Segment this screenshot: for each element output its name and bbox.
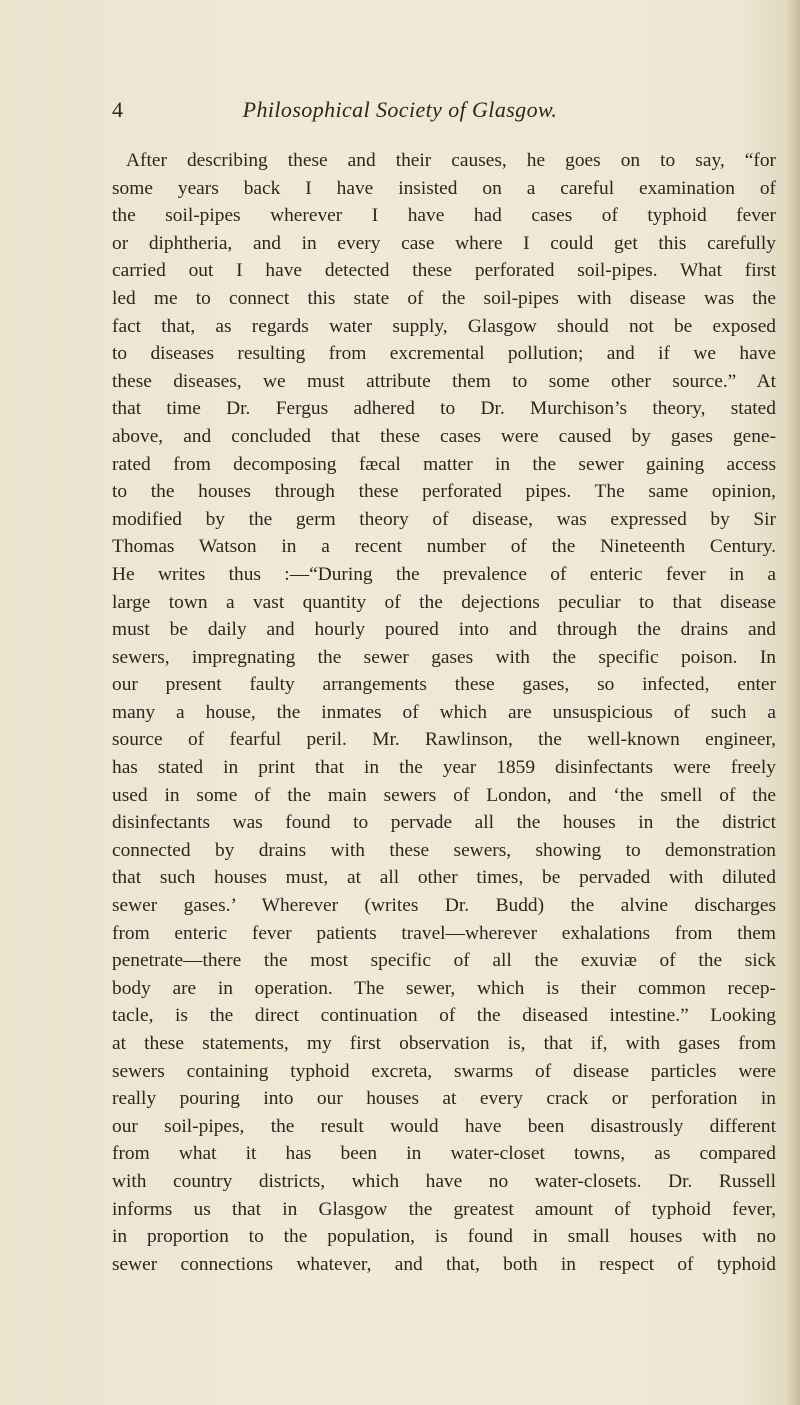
text-line: sewers containing typhoid excreta, swarms of disease particles were xyxy=(112,1060,776,1082)
text-line: with country districts, which have no water-closets. Dr. Russell xyxy=(112,1170,776,1192)
text-line: from enteric fever patients travel—wherever exhalations from them xyxy=(112,922,776,944)
text-line: Thomas Watson in a recent number of the Nineteenth Century. xyxy=(112,536,776,558)
text-line: source of fearful peril. Mr. Rawlinson, the well-known engineer, xyxy=(112,729,776,751)
text-line: fact that, as regards water supply, Glasgow should not be exposed xyxy=(112,315,776,337)
text-line: these diseases, we must attribute them to some other source.” At xyxy=(112,370,776,392)
text-line: in proportion to the population, is found in small houses with no xyxy=(112,1226,776,1248)
text-line: from what it has been in water-closet towns, as compared xyxy=(112,1143,776,1165)
text-line: above, and concluded that these cases were caused by gases gene- xyxy=(112,425,776,447)
text-line: connected by drains with these sewers, showing to demonstration xyxy=(112,839,776,861)
text-line: our present faulty arrangements these gases, so infected, enter xyxy=(112,674,776,696)
text-line: After describing these and their causes, he goes on to say, “for xyxy=(126,150,776,171)
text-line: has stated in print that in the year 1859 disinfectants were freely xyxy=(112,757,776,779)
text-line: or diphtheria, and in every case where I could get this carefully xyxy=(112,232,776,254)
body-paragraph xyxy=(112,147,776,1278)
text-line: led me to connect this state of the soil-pipes with disease was the xyxy=(112,287,776,309)
text-line: large town a vast quantity of the dejections peculiar to that disease xyxy=(112,591,776,613)
text-line: that such houses must, at all other times, be pervaded with diluted xyxy=(112,867,776,889)
page-edge-shadow xyxy=(786,0,800,1405)
text-line: He writes thus :—“During the prevalence of enteric fever in a xyxy=(112,563,776,585)
text-line: sewer gases.’ Wherever (writes Dr. Budd) the alvine discharges xyxy=(112,895,776,917)
text-line: body are in operation. The sewer, which is their common recep- xyxy=(112,977,776,999)
text-line: rated from decomposing fæcal matter in the sewer gaining access xyxy=(112,453,776,475)
page-header xyxy=(0,90,800,130)
page-number: 4 xyxy=(112,97,123,122)
running-head: Philosophical Society of Glasgow. xyxy=(242,97,558,122)
text-line: our soil-pipes, the result would have been disastrously different xyxy=(112,1115,776,1137)
text-line: that time Dr. Fergus adhered to Dr. Murchison’s theory, stated xyxy=(112,398,776,420)
text-line: the soil-pipes wherever I have had cases of typhoid fever xyxy=(112,205,776,227)
text-line: must be daily and hourly poured into and through the drains and xyxy=(112,619,776,641)
text-line: informs us that in Glasgow the greatest amount of typhoid fever, xyxy=(112,1198,776,1220)
text-line: tacle, is the direct continuation of the diseased intestine.” Looking xyxy=(112,1005,776,1027)
text-line: at these statements, my first observation is, that if, with gases from xyxy=(112,1033,776,1054)
text-line: penetrate—there the most specific of all the exuviæ of the sick xyxy=(112,950,776,972)
text-line: to the houses through these perforated pipes. The same opinion, xyxy=(112,481,776,503)
text-line: many a house, the inmates of which are unsuspicious of such a xyxy=(112,701,776,723)
text-line: sewers, impregnating the sewer gases with the specific poison. In xyxy=(112,646,776,668)
text-line: sewer connections whatever, and that, both in respect of typhoid xyxy=(112,1253,776,1275)
text-line: used in some of the main sewers of London, and ‘the smell of the xyxy=(112,784,776,806)
text-line: carried out I have detected these perforated soil-pipes. What first xyxy=(112,260,776,282)
text-line: to diseases resulting from excremental pollution; and if we have xyxy=(112,343,776,365)
text-line: disinfectants was found to pervade all the houses in the district xyxy=(112,812,776,834)
text-line: some years back I have insisted on a careful examination of xyxy=(112,177,776,199)
text-line: modified by the germ theory of disease, was expressed by Sir xyxy=(112,508,776,530)
text-line: really pouring into our houses at every crack or perforation in xyxy=(112,1088,776,1110)
